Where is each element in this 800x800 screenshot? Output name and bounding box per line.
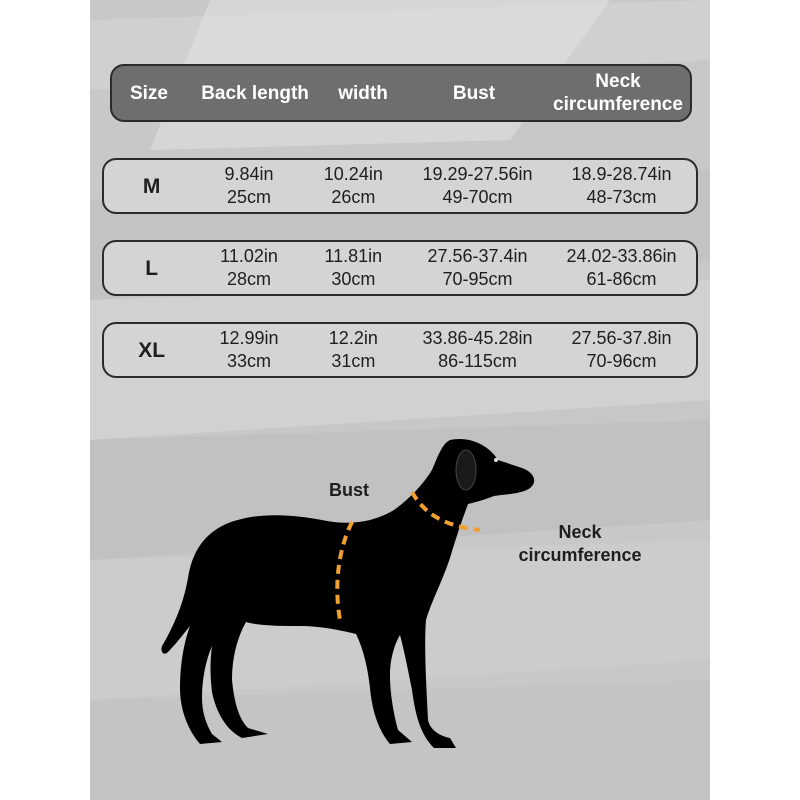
dog-ear — [456, 450, 476, 490]
bust-label: Bust — [329, 480, 369, 500]
neck-label-line2: circumference — [518, 545, 642, 565]
bust-in: 33.86-45.28in — [422, 328, 533, 348]
width-cm: 26cm — [331, 187, 376, 207]
neck-label — [505, 521, 655, 567]
bust-cm: 70-95cm — [442, 269, 513, 289]
back-cm: 33cm — [227, 351, 272, 371]
header-neck-line1: Neck — [595, 71, 641, 92]
size-cell: M — [142, 174, 161, 198]
width-in: 11.81in — [324, 246, 383, 266]
bust-in: 19.29-27.56in — [422, 164, 533, 184]
neck-cm: 48-73cm — [586, 187, 657, 207]
header-back-length: Back length — [201, 82, 309, 104]
neck-in: 18.9-28.74in — [571, 164, 672, 184]
width-cm: 30cm — [331, 269, 376, 289]
neck-cell — [547, 163, 696, 209]
table-row — [102, 322, 698, 378]
width-in: 10.24in — [323, 164, 383, 184]
back-in: 11.02in — [220, 246, 278, 266]
neck-cm: 61-86cm — [586, 269, 657, 289]
bust-cm: 49-70cm — [442, 187, 513, 207]
bust-in: 27.56-37.4in — [427, 246, 528, 266]
back-cm: 28cm — [227, 269, 272, 289]
back-length-cell — [199, 163, 298, 209]
width-cm: 31cm — [331, 351, 376, 371]
back-length-cell — [199, 327, 298, 373]
header-bust: Bust — [452, 82, 496, 104]
width-in: 12.2in — [328, 328, 378, 348]
header-size: Size — [129, 82, 168, 104]
dog-eye — [494, 458, 498, 462]
table-row — [102, 240, 698, 296]
neck-in: 24.02-33.86in — [566, 246, 677, 266]
size-cell: L — [145, 256, 159, 280]
table-row — [102, 158, 698, 214]
width-cell — [299, 327, 408, 373]
back-in: 9.84in — [224, 164, 274, 184]
header-neck-line2: circumference — [553, 94, 683, 115]
bust-cm: 86-115cm — [438, 351, 517, 371]
width-cell — [299, 245, 408, 291]
header-neck — [546, 70, 690, 116]
bust-cell — [408, 163, 547, 209]
header-width: width — [338, 82, 388, 104]
bust-cell — [408, 245, 547, 291]
neck-cm: 70-96cm — [586, 351, 657, 371]
size-cell: XL — [138, 338, 166, 362]
bust-cell — [408, 327, 547, 373]
width-cell — [299, 163, 408, 209]
back-length-cell — [199, 245, 298, 291]
back-in: 12.99in — [219, 328, 279, 348]
back-cm: 25cm — [227, 187, 272, 207]
neck-cell — [547, 327, 696, 373]
neck-in: 27.56-37.8in — [571, 328, 672, 348]
neck-cell — [547, 245, 696, 291]
table-header — [110, 64, 692, 122]
neck-label-line1: Neck — [558, 522, 602, 542]
